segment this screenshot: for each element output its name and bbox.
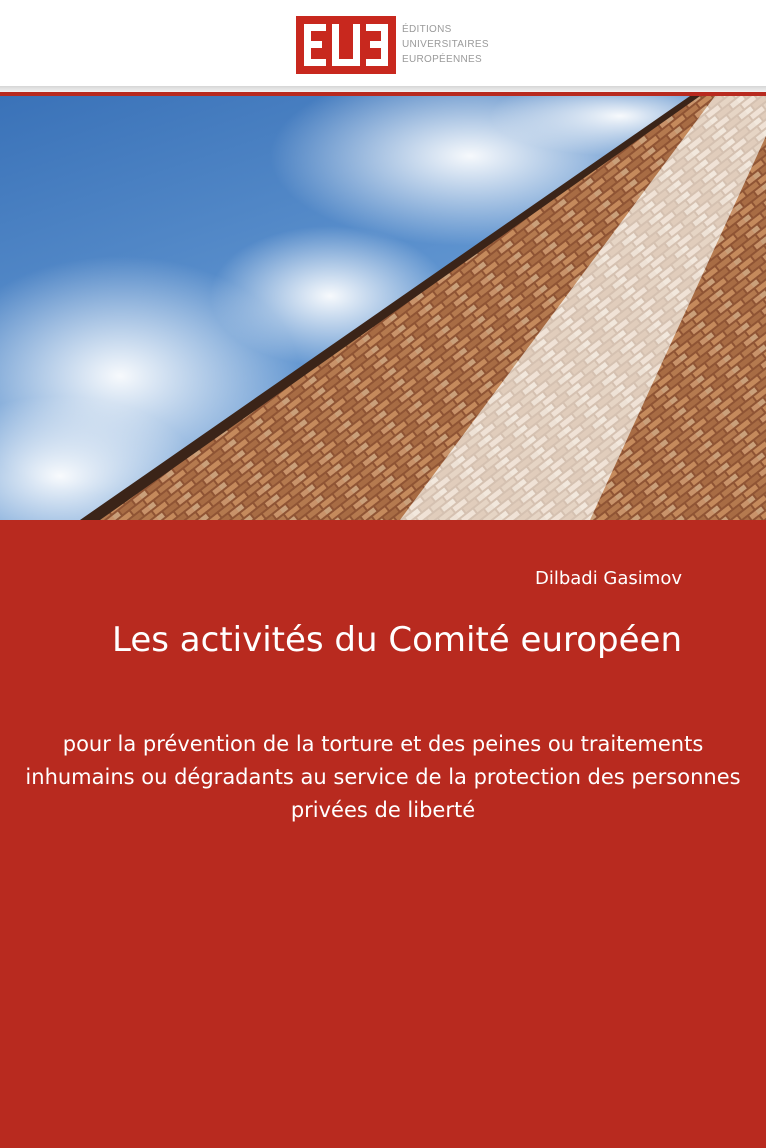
publisher-line-3: EUROPÉENNES bbox=[402, 54, 482, 65]
book-title: Les activités du Comité européen bbox=[112, 620, 682, 660]
publisher-line-2: UNIVERSITAIRES bbox=[402, 39, 489, 50]
author-name: Dilbadi Gasimov bbox=[534, 568, 682, 589]
publisher-name bbox=[402, 22, 489, 67]
publisher-logo bbox=[296, 16, 396, 74]
header-divider bbox=[0, 86, 766, 92]
book-subtitle: pour la prévention de la torture et des peines ou traitements inhumains ou dégradants au service de la protection des personnes privées de liberté bbox=[25, 732, 741, 822]
cover-photo bbox=[0, 96, 766, 520]
publisher-header bbox=[0, 0, 766, 90]
publisher-line-1: ÉDITIONS bbox=[402, 24, 452, 35]
